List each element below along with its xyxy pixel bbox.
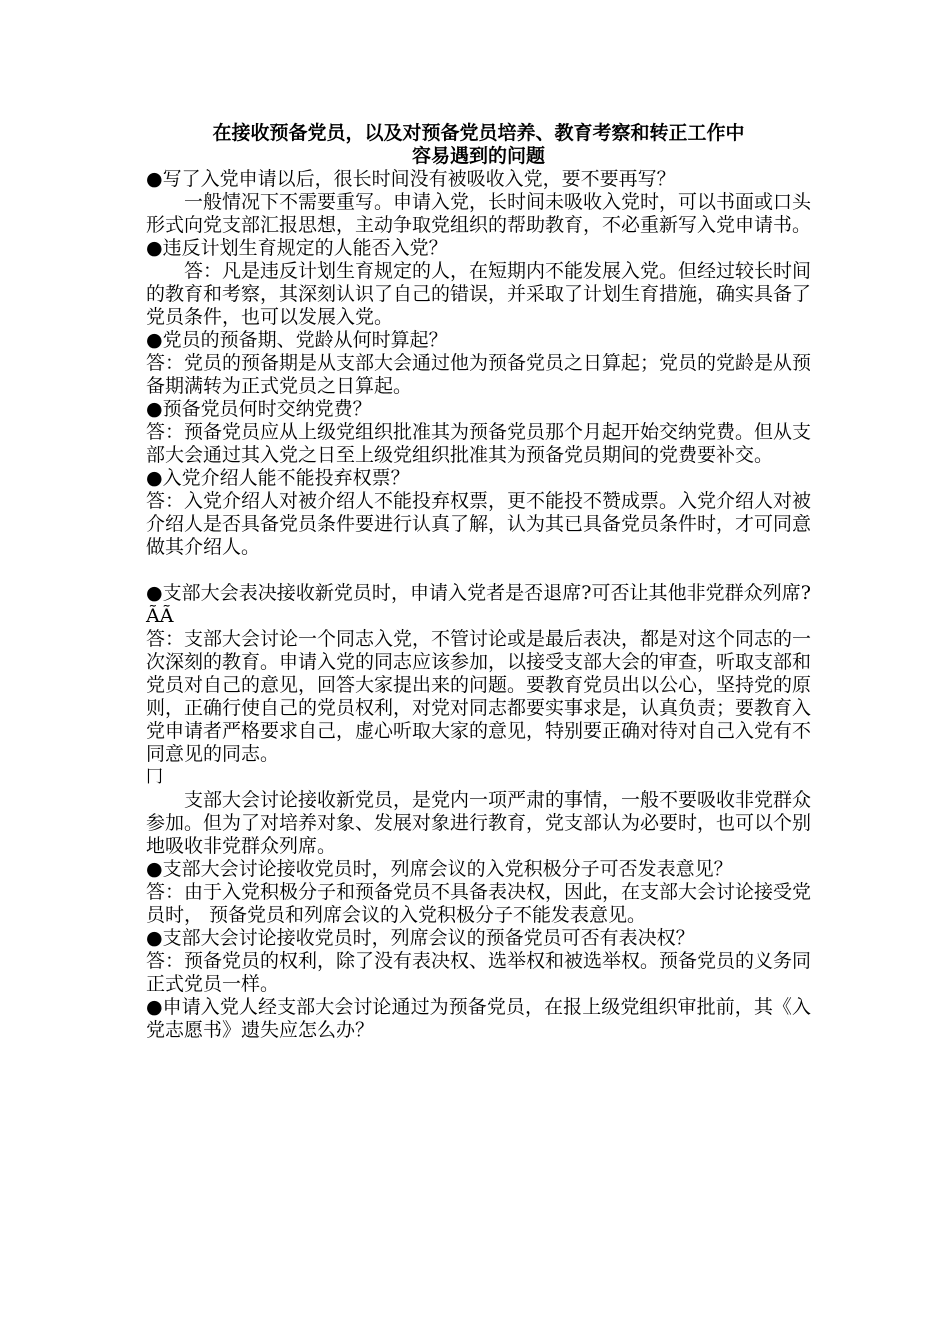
- answer-1: 一般情况下不需要重写。申请入党，长时间未吸收入党时，可以书面或口头形式向党支部汇报思想，主动争取党组织的帮助教育，不必重新写入党申请书。: [146, 191, 812, 236]
- answer-3: 答：党员的预备期是从支部大会通过他为预备党员之日算起；党员的党龄是从预备期满转为正式党员之日算起。: [146, 352, 812, 397]
- blank-line: [146, 559, 811, 582]
- question-8: ●支部大会讨论接收党员时，列席会议的预备党员可否有表决权？: [146, 927, 695, 949]
- answer-6: 答：支部大会讨论一个同志入党，不管讨论或是最后表决，都是对这个同志的一次深刻的教育。申请入党的同志应该参加，以接受支部大会的审查，听取支部和党员对自己的意见，回答大家提出来的问题。要教育党员出以公心，坚持党的原则，正确行使自己的党员权利，对党对同志都要实事求是，认真负责；要教育入党申请者严格要求自己，虚心听取大家的意见，特别要正确对待对自己入党有不同意见的同志。: [146, 628, 812, 765]
- document-title-line-2: 容易遇到的问题: [411, 145, 545, 167]
- answer-8: 答：预备党员的权利，除了没有表决权、选举权和被选举权。预备党员的义务同正式党员一样。: [146, 950, 812, 995]
- document-page: [146, 122, 811, 1042]
- question-7: ●支部大会讨论接收党员时，列席会议的入党积极分子可否发表意见？: [146, 858, 733, 880]
- answer-6-continued: 支部大会讨论接收新党员，是党内一项严肃的事情，一般不要吸收非党群众参加。但为了对培养对象、发展对象进行教育，党支部认为必要时，也可以个别地吸收非党群众列席。: [146, 789, 812, 857]
- stray-mark: 冂: [146, 767, 163, 787]
- question-1: ●写了入党申请以后，很长时间没有被吸收入党，要不要再写？: [146, 168, 676, 190]
- question-2: ●违反计划生育规定的人能否入党？: [146, 237, 448, 259]
- answer-5: 答：入党介绍人对被介绍人不能投弃权票，更不能投不赞成票。入党介绍人对被介绍人是否具备党员条件要进行认真了解，认为其已具备党员条件时，才可同意做其介绍人。: [146, 490, 812, 558]
- question-9: ●申请入党人经支部大会讨论通过为预备党员，在报上级党组织审批前，其《入党志愿书》遗失应怎么办？: [146, 996, 811, 1041]
- document-title-line-1: 在接收预备党员，以及对预备党员培养、教育考察和转正工作中: [212, 122, 745, 144]
- answer-7: 答：由于入党积极分子和预备党员不具备表决权，因此，在支部大会讨论接受党员时， 预备党员和列席会议的入党积极分子不能发表意见。: [146, 881, 812, 926]
- question-5: ●入党介绍人能不能投弃权票？: [146, 467, 410, 489]
- question-4: ●预备党员何时交纳党费？: [146, 398, 372, 420]
- answer-2: 答：凡是违反计划生育规定的人，在短期内不能发展入党。但经过较长时间的教育和考察，其深刻认识了自己的错误，并采取了计划生育措施，确实具备了党员条件，也可以发展入党。: [146, 260, 812, 328]
- answer-4: 答：预备党员应从上级党组织批准其为预备党员那个月起开始交纳党费。但从支部大会通过其入党之日至上级党组织批准其为预备党员期间的党费要补交。: [146, 421, 812, 466]
- question-6: ●支部大会表决接收新党员时，申请入党者是否退席?可否让其他非党群众列席?ÃÃ: [146, 582, 811, 627]
- question-3: ●党员的预备期、党龄从何时算起？: [146, 329, 448, 351]
